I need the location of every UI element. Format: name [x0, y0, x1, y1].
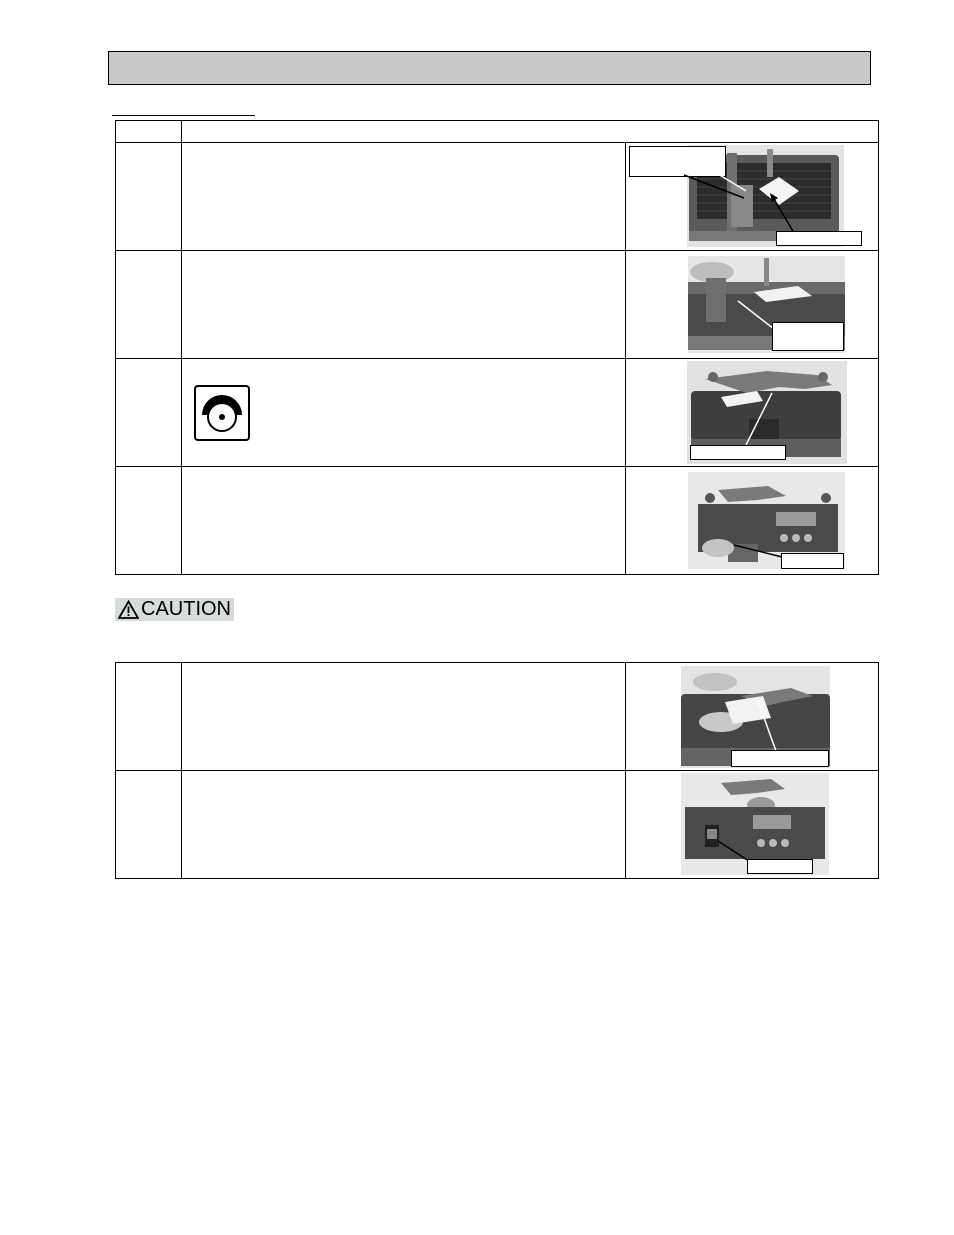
subheading-underline: [112, 115, 255, 116]
step-image-cell: [625, 663, 878, 771]
table-row: [116, 663, 879, 771]
warning-triangle-icon: [118, 600, 139, 619]
callout-label-bottom-right: [776, 231, 862, 246]
step-image-cell: [625, 359, 878, 467]
table-header-row: [116, 121, 879, 143]
caution-label: [115, 598, 234, 621]
table-row: [116, 251, 879, 359]
step-number: [116, 251, 182, 359]
step-text: [182, 143, 626, 251]
step-text: [182, 771, 626, 879]
step-image-cell: [625, 771, 878, 879]
step-number: [116, 663, 182, 771]
description-column-header: [182, 121, 879, 143]
steps-table-1: [115, 120, 879, 575]
step-text: [182, 467, 626, 575]
callout-label: [731, 750, 829, 767]
step-text: [182, 251, 626, 359]
table-row: [116, 467, 879, 575]
table-row: [116, 359, 879, 467]
step-number: [116, 467, 182, 575]
step-image-cell: [625, 143, 878, 251]
step-column-header: [116, 121, 182, 143]
callout-label: [781, 553, 844, 569]
table-row: [116, 143, 879, 251]
step-image-cell: [625, 467, 878, 575]
callout-label: [690, 445, 786, 460]
step-number: [116, 143, 182, 251]
step-image-cell: [625, 251, 878, 359]
step-text-cell: [182, 359, 626, 467]
steps-table-2: [115, 662, 879, 879]
blade-guard-symbol-icon: [194, 385, 250, 441]
callout-label: [772, 322, 844, 351]
callout-label: [747, 859, 813, 874]
table-row: [116, 771, 879, 879]
caution-text: CAUTION: [141, 598, 231, 620]
step-text: [182, 663, 626, 771]
step-number: [116, 771, 182, 879]
section-header-bar: [108, 51, 871, 85]
step-number: [116, 359, 182, 467]
